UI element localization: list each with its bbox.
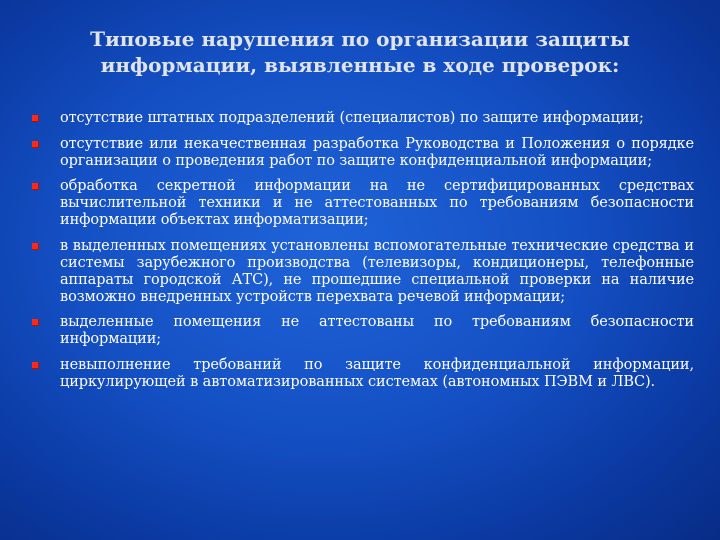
list-item xyxy=(30,136,694,170)
list-item-text: невыполнение требований по защите конфиденциальной информации, циркулирующей в автоматизированных системах (автономных ПЭВМ и ЛВС). xyxy=(60,356,694,390)
list-item xyxy=(30,238,694,306)
square-bullet-icon xyxy=(32,141,39,148)
slide-title: Типовые нарушения по организации защиты информации, выявленные в ходе проверок: xyxy=(90,27,630,77)
list-item-text: выделенные помещения не аттестованы по требованиям безопасности информации; xyxy=(60,314,694,347)
list-item-text: отсутствие штатных подразделений (специалистов) по защите информации; xyxy=(60,110,644,126)
list-item-text: отсутствие или некачественная разработка Руководства и Положения о порядке организации о проведения работ по защите конфиденциальной информации; xyxy=(60,135,694,169)
square-bullet-icon xyxy=(32,183,39,190)
square-bullet-icon xyxy=(32,243,39,250)
square-bullet-icon xyxy=(32,115,39,122)
square-bullet-icon xyxy=(32,362,39,369)
square-bullet-icon xyxy=(32,319,39,326)
list-item xyxy=(30,357,694,391)
list-item-text: в выделенных помещениях установлены вспомогательные технические средства и системы зарубежного производства (телевизоры, кондиционеры, телефонные аппараты городской АТС), не прошедшие специальной проверки на наличие возможно внедренных устройств перехвата речевой информации; xyxy=(60,237,694,305)
list-item xyxy=(30,314,694,348)
list-item xyxy=(30,178,694,229)
list-item xyxy=(30,110,694,127)
list-item-text: обработка секретной информации на не сертифицированных средствах вычислительной техники и не аттестованных по требованиям безопасности информации объектах информатизации; xyxy=(60,178,694,228)
bullet-list xyxy=(30,110,694,399)
